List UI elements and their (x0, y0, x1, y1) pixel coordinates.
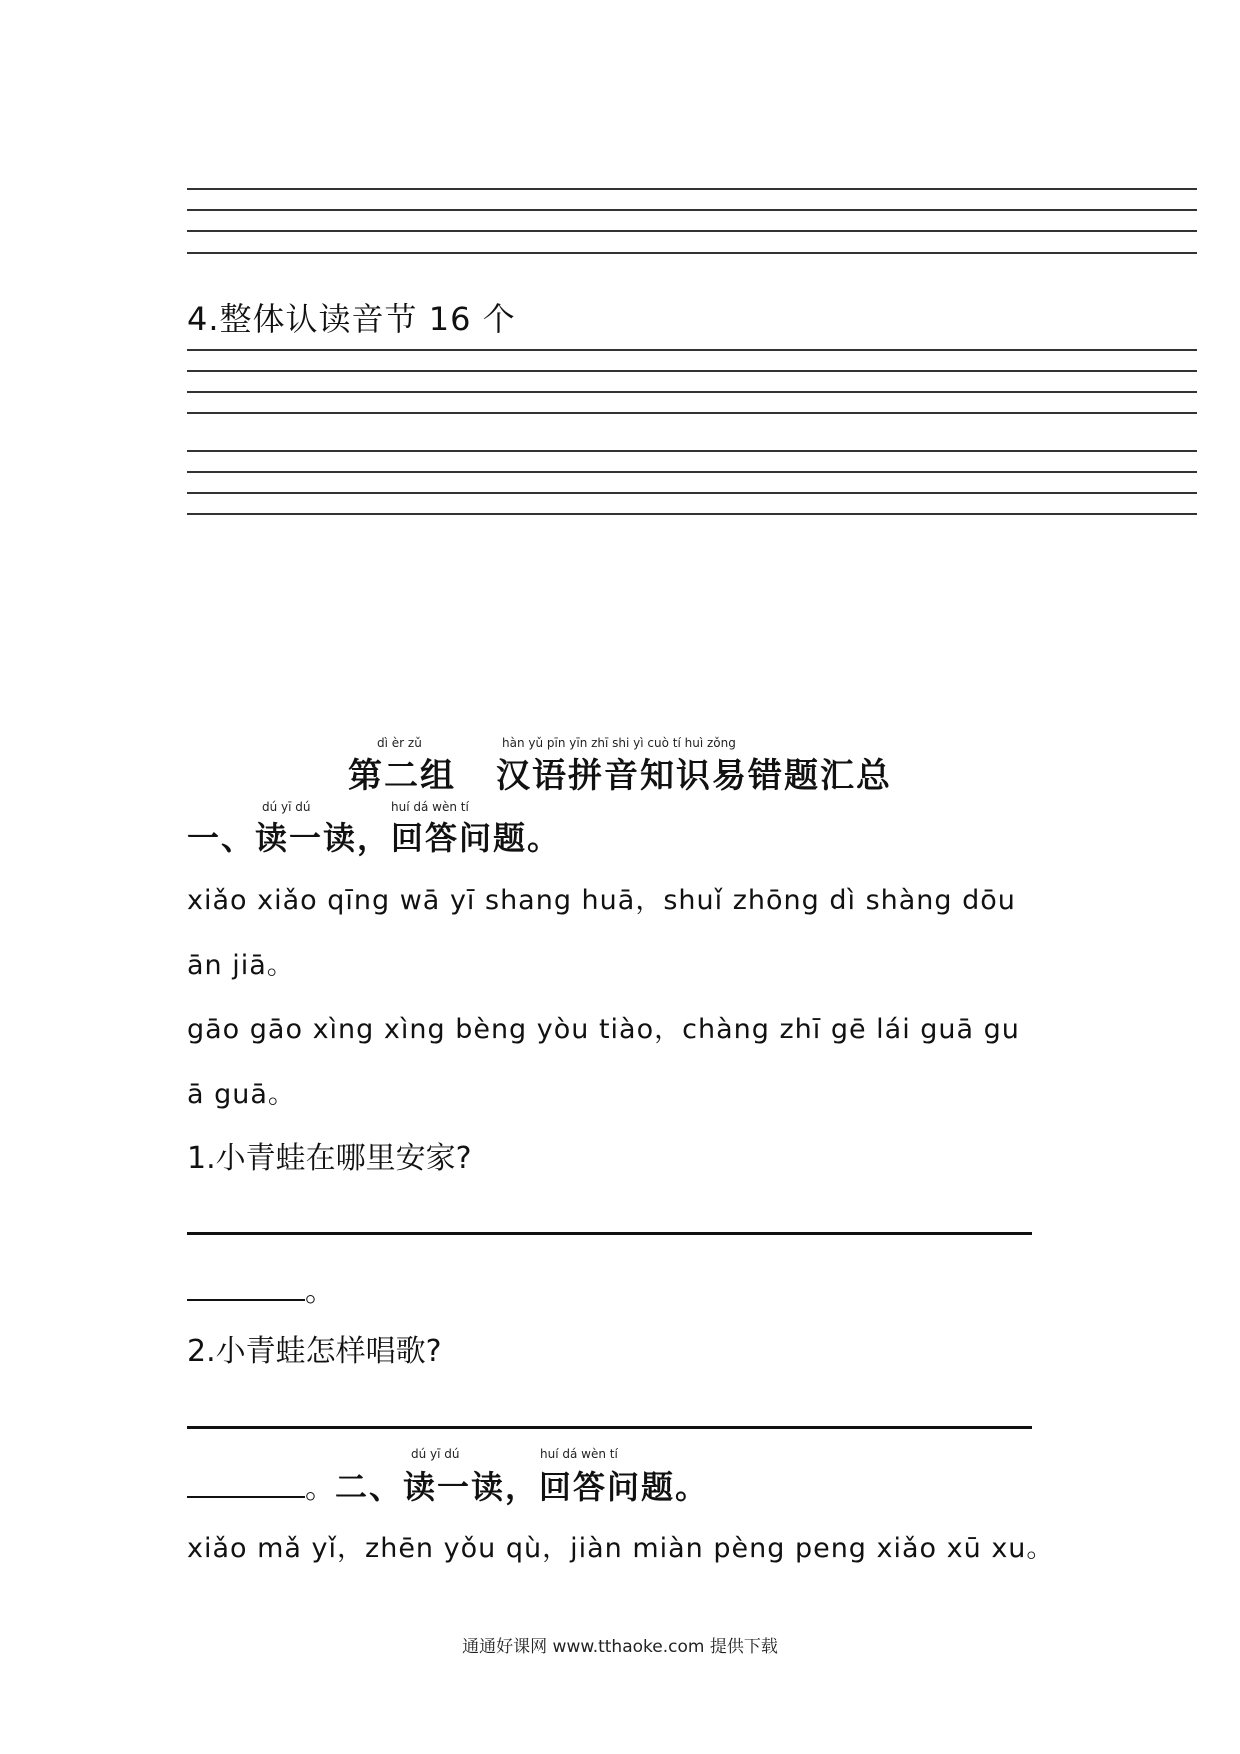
question-1: 1.小青蛙在哪里安家? (187, 1141, 472, 1176)
writing-line (187, 252, 1197, 254)
answer-end-q2: 。 (305, 1471, 335, 1506)
passage-line: xiǎo mǎ yǐ，zhēn yǒu qù，jiàn miàn pèng peng xiǎo xū xu。 (187, 1533, 1055, 1564)
answer-line-q1[interactable] (187, 1232, 1032, 1235)
title-main: 汉语拼音知识易错题汇总 (496, 756, 892, 796)
writing-line (187, 450, 1197, 452)
part-two-pinyin-a: dú yī dú (411, 1447, 460, 1461)
answer-blank-q2[interactable] (187, 1468, 305, 1498)
question-2: 2.小青蛙怎样唱歌? (187, 1334, 442, 1369)
answer-line-q1-cont (187, 1266, 335, 1310)
writing-line (187, 513, 1197, 515)
part-two-heading: 二、读一读，回答问题。 (335, 1468, 710, 1506)
writing-line (187, 188, 1197, 190)
title-pinyin-a: dì èr zǔ (377, 736, 422, 750)
passage-line: xiǎo xiǎo qīng wā yī shang huā，shuǐ zhōng dì shàng dōu (187, 885, 1016, 916)
part-two-pinyin-b: huí dá wèn tí (540, 1447, 618, 1461)
passage-line: ā guā。 (187, 1079, 296, 1110)
writing-line (187, 370, 1197, 372)
writing-line (187, 349, 1197, 351)
writing-line (187, 492, 1197, 494)
title-group-number: 第二组 (348, 756, 456, 796)
answer-blank-q1[interactable] (187, 1271, 305, 1301)
writing-line (187, 471, 1197, 473)
footer-credit: 通通好课网 www.tthaoke.com 提供下载 (462, 1637, 778, 1657)
writing-line (187, 230, 1197, 232)
part-one-heading: 一、读一读，回答问题。 (187, 819, 562, 857)
passage-line: gāo gāo xìng xìng bèng yòu tiào，chàng zhī gē lái guā gu (187, 1014, 1020, 1045)
part-one-pinyin-a: dú yī dú (262, 800, 311, 814)
answer-end-q1: 。 (305, 1274, 335, 1309)
title-pinyin-b: hàn yǔ pīn yīn zhī shi yì cuò tí huì zǒng (502, 736, 736, 750)
page-title (0, 748, 1240, 797)
passage-line: ān jiā。 (187, 950, 295, 981)
answer-line-q2-cont (187, 1462, 709, 1508)
writing-line (187, 209, 1197, 211)
writing-line (187, 391, 1197, 393)
section-heading: 4.整体认读音节 16 个 (187, 300, 516, 338)
part-one-pinyin-b: huí dá wèn tí (391, 800, 469, 814)
answer-line-q2[interactable] (187, 1426, 1032, 1429)
writing-line (187, 412, 1197, 414)
